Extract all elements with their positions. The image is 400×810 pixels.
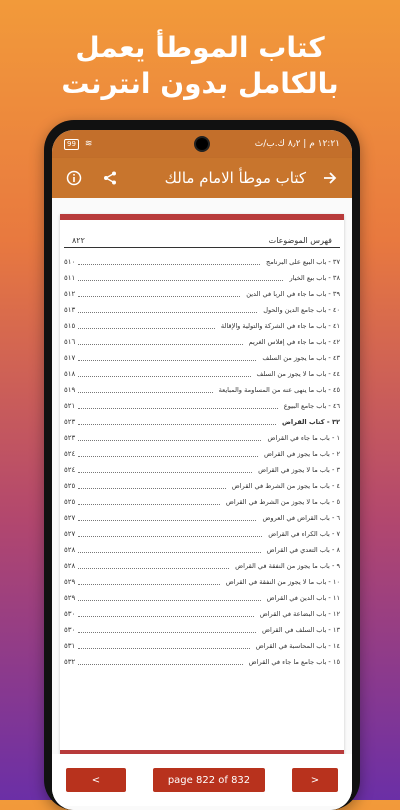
toc-leader-dots (78, 664, 242, 665)
status-bar (52, 130, 352, 158)
toc-leader-dots (78, 536, 262, 537)
toc-entry-title: ٨ - باب التعدي في القراض (266, 546, 340, 554)
toc-row (64, 494, 340, 510)
status-left (64, 139, 92, 150)
toc-leader-dots (78, 552, 260, 553)
reader-content (52, 198, 352, 810)
toc-entry-page: ٥٢٤ (64, 450, 76, 458)
toc-leader-dots (78, 424, 276, 425)
toc-entry-page: ٥٢٥ (64, 498, 76, 506)
toc-leader-dots (78, 392, 212, 393)
toc-entry-title: ٤٢ - باب ما جاء في إفلاس الغريم (248, 338, 340, 346)
toc-entry-page: ٥٢٣ (64, 418, 76, 426)
toc-entry-title: ٩ - باب ما يجوز من النفقة في القراض (235, 562, 340, 570)
toc-row (64, 654, 340, 670)
toc-row (64, 542, 340, 558)
toc-entry-title: ٥ - باب ما لا يجوز من الشرط في القراض (225, 498, 340, 506)
toc-leader-dots (78, 600, 260, 601)
toc-row (64, 302, 340, 318)
toc-row (64, 590, 340, 606)
toc-entry-title: ٤٣ - باب ما يجوز من السلف (262, 354, 340, 362)
toc-row (64, 414, 340, 430)
toc-entry-page: ٥٢٥ (64, 482, 76, 490)
toc-entry-title: ١٢ - باب البضاعة في القراض (259, 610, 340, 618)
toc-entry-page: ٥٢٨ (64, 546, 76, 554)
toc-entry-page: ٥١٠ (64, 258, 76, 266)
arrow-right-icon[interactable] (318, 166, 342, 190)
toc-leader-dots (78, 264, 260, 265)
toc-leader-dots (78, 472, 252, 473)
toc-row (64, 462, 340, 478)
wifi-icon: ≋ (84, 139, 93, 149)
toc-entry-page: ٥٣١ (64, 642, 76, 650)
page-header-number: ٨٢٢ (72, 236, 85, 245)
toc-entry-page: ٥٣٢ (64, 658, 76, 666)
toc-row (64, 430, 340, 446)
toc-entry-page: ٥٢٤ (64, 466, 76, 474)
toc-leader-dots (78, 648, 249, 649)
toc-entry-page: ٥١٩ (64, 386, 76, 394)
toc-entry-title: ٤٤ - باب ما لا يجوز من السلف (256, 370, 340, 378)
share-icon[interactable] (98, 166, 122, 190)
toc-leader-dots (78, 504, 220, 505)
toc-entry-page: ٥٢١ (64, 402, 76, 410)
promo-line-2: بالكامل بدون انترنت (61, 67, 339, 100)
toc-entry-page: ٥١٥ (64, 322, 76, 330)
toc-entry-page: ٥٢٧ (64, 530, 76, 538)
toc-entry-title: ٢ - باب ما يجوز في القراض (263, 450, 340, 458)
toc-entry-title: ٣ - باب ما لا يجوز في القراض (258, 466, 340, 474)
toc-leader-dots (78, 408, 278, 409)
toc-row (64, 286, 340, 302)
toc-entry-title: ٤١ - باب ما جاء في الشركة والتولية والإقالة (220, 322, 340, 330)
toc-row (64, 510, 340, 526)
toc-entry-page: ٥١٣ (64, 306, 76, 314)
toc-entry-page: ٥١٦ (64, 338, 76, 346)
phone-frame (44, 120, 360, 810)
toc-entry-page: ٥٢٨ (64, 562, 76, 570)
toc-leader-dots (78, 280, 283, 281)
page-indicator-button[interactable]: page 822 of 832 (153, 768, 265, 792)
toc-entry-title: ١١ - باب الدين في القراض (266, 594, 340, 602)
toc-row (64, 382, 340, 398)
toc-leader-dots (78, 456, 258, 457)
next-page-button[interactable]: > (292, 768, 338, 792)
toc-row (64, 446, 340, 462)
toc-entry-title: ٤٠ - باب جامع الدين والحول (263, 306, 340, 314)
toc-row (64, 366, 340, 382)
toc-row (64, 558, 340, 574)
battery-icon: 99 (64, 139, 79, 150)
toc-leader-dots (78, 328, 215, 329)
page-header-title: فهرس الموضوعات (268, 236, 332, 245)
toc-entry-title: ٣٩ - باب ما جاء في الربا في الدين (246, 290, 340, 298)
toc-row (64, 350, 340, 366)
toc-entry-title: ١٠ - باب ما لا يجوز من النفقة في القراض (225, 578, 340, 586)
toc-leader-dots (78, 616, 253, 617)
toc-entry-page: ٥١٢ (64, 290, 76, 298)
toc-row (64, 270, 340, 286)
toc-row (64, 478, 340, 494)
toc-entry-page: ٥١١ (64, 274, 76, 282)
toc-entry-title: ٣٧ - باب البيع على البرنامج (265, 258, 340, 266)
toc-entry-page: ٥٢٩ (64, 578, 76, 586)
app-title: كتاب موطأ الامام مالك (164, 169, 306, 187)
phone-screen (52, 130, 352, 810)
toc-entry-page: ٥٣٠ (64, 626, 76, 634)
status-time: ١٢:٢١ م | ٨٫٢ ك.ب/ث (254, 139, 340, 149)
info-icon[interactable] (62, 166, 86, 190)
toc-leader-dots (78, 520, 256, 521)
toc-row (64, 254, 340, 270)
toc-row (64, 526, 340, 542)
toc-entry-page: ٥١٧ (64, 354, 76, 362)
toc-leader-dots (78, 488, 225, 489)
app-bar (52, 158, 352, 198)
promo-banner (0, 30, 400, 102)
toc-row (64, 606, 340, 622)
toc-entry-page: ٥٣٠ (64, 610, 76, 618)
toc-entry-page: ٥٢٧ (64, 514, 76, 522)
toc-entry-page: ٥٢٩ (64, 594, 76, 602)
page-header (64, 220, 340, 248)
camera-notch (194, 136, 210, 152)
toc-entry-title: ٣٢ - كتاب القراض (281, 418, 340, 426)
toc-row (64, 318, 340, 334)
toc-leader-dots (78, 632, 256, 633)
toc-row (64, 574, 340, 590)
toc-entry-title: ١ - باب ما جاء في القراض (267, 434, 340, 442)
toc-entry-title: ١٤ - باب المحاسبة في القراض (255, 642, 340, 650)
toc-entry-title: ١٣ - باب السلف في القراض (261, 626, 340, 634)
promo-line-1: كتاب الموطأ يعمل (75, 31, 325, 64)
toc-leader-dots (78, 440, 261, 441)
toc-leader-dots (78, 568, 229, 569)
toc-row (64, 638, 340, 654)
toc-entry-page: ٥٢٣ (64, 434, 76, 442)
toc-leader-dots (78, 312, 257, 313)
book-page (60, 214, 344, 756)
toc-list (64, 254, 340, 670)
toc-entry-title: ٦ - باب القراض في العروض (262, 514, 340, 522)
toc-row (64, 622, 340, 638)
toc-entry-title: ١٥ - باب جامع ما جاء في القراض (248, 658, 340, 666)
prev-page-button[interactable]: < (66, 768, 126, 792)
toc-leader-dots (78, 584, 219, 585)
toc-entry-title: ٧ - باب الكراء في القراض (268, 530, 340, 538)
toc-entry-title: ٤ - باب ما يجوز من الشرط في القراض (231, 482, 340, 490)
toc-leader-dots (78, 376, 250, 377)
toc-entry-title: ٤٥ - باب ما ينهى عنه من المساومة والمبايعة (218, 386, 340, 394)
toc-entry-page: ٥١٨ (64, 370, 76, 378)
toc-row (64, 398, 340, 414)
toc-leader-dots (78, 296, 240, 297)
toc-entry-title: ٣٨ - باب بيع الخيار (289, 274, 340, 282)
toc-leader-dots (78, 360, 256, 361)
page-navigation (52, 754, 352, 806)
toc-row (64, 334, 340, 350)
toc-leader-dots (78, 344, 242, 345)
toc-entry-title: ٤٦ - باب جامع البيوع (283, 402, 340, 410)
